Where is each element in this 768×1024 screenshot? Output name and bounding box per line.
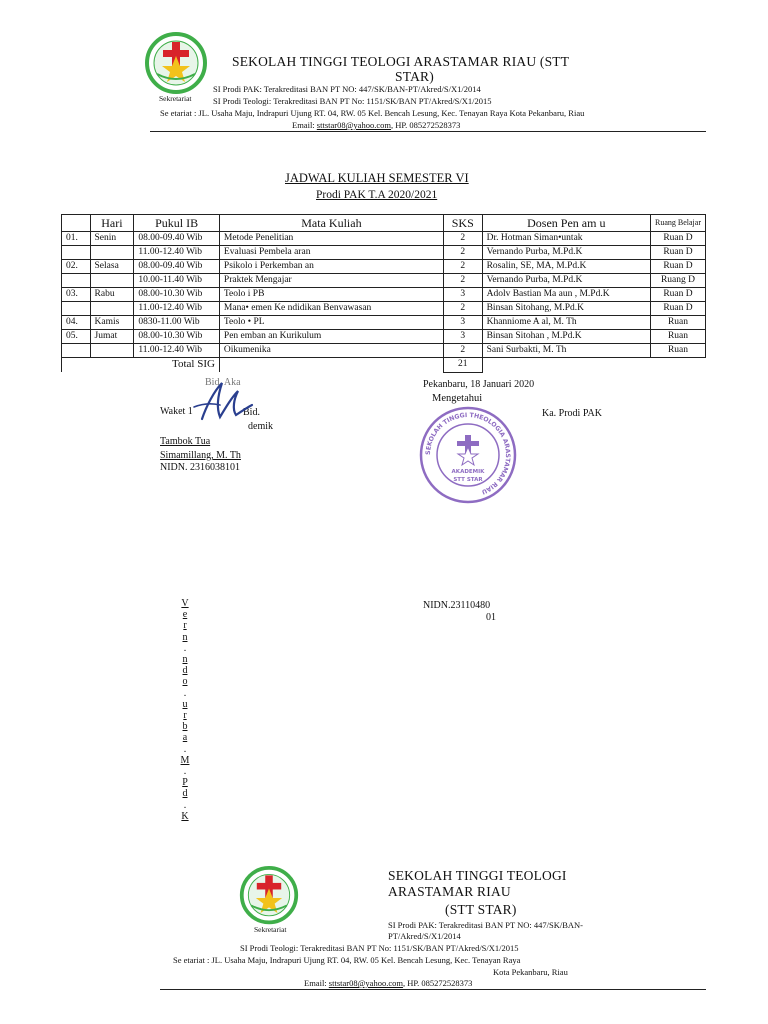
cell-credits: 2 [443,302,482,316]
right-signer-title: Ka. Prodi PAK [542,408,602,419]
cell-course: Psikolo i Perkemban an [219,260,443,274]
logo-caption: Sekretariat [159,94,192,103]
vertical-signer-name [180,598,190,822]
accreditation-pak: SI Prodi PAK: Terakreditasi BAN PT NO: 447/SK/BAN-PT/Akred/S/X1/2014 [213,84,481,94]
vertical-name-char: r [183,620,187,632]
cell-time: 08.00-10.30 Wib [134,330,220,344]
cell-day [90,246,134,260]
header-divider [150,131,706,132]
total-credits: 21 [443,358,482,373]
cell-no: 03. [62,288,91,302]
vertical-name-char: . [183,766,187,778]
vertical-name-char: P [182,777,188,789]
demik-label: demik [248,421,273,432]
total-spacer-cell [219,358,443,373]
footer-school-name-line3: (STT STAR) [445,902,517,917]
col-header-course: Mata Kuliah [219,215,443,232]
cell-lecturer: Vernando Purba, M.Pd.K [482,246,650,260]
cell-day: Kamis [90,316,134,330]
svg-text:AKADEMIK: AKADEMIK [451,469,485,475]
school-logo [143,32,209,98]
school-name-line1: SEKOLAH TINGGI TEOLOGI ARASTAMAR RIAU (STT [232,54,570,69]
cell-room: Ruan D [650,232,705,246]
cell-credits: 2 [443,232,482,246]
cell-no [62,344,91,358]
col-header-day: Hari [90,215,134,232]
cell-room: Ruan D [650,260,705,274]
cell-lecturer: Binsan Sitohang, M.Pd.K [482,302,650,316]
cell-room: Ruan [650,344,705,358]
cell-time: 08.00-09.40 Wib [134,232,220,246]
table-total-row [62,358,706,373]
cell-day: Selasa [90,260,134,274]
logo-emblem-icon [143,32,209,98]
cell-credits: 2 [443,260,482,274]
col-header-no [62,215,91,232]
cell-room: Ruan D [650,246,705,260]
table-header-row [62,215,706,232]
table-row [62,288,706,302]
vertical-name-char: e [182,609,188,621]
bid-aka-label: Bid. Aka [205,377,241,388]
school-name-line2: STAR) [395,69,434,84]
cell-credits: 2 [443,246,482,260]
footer-email-label: Email: [304,978,327,988]
cell-lecturer: Rosalin, SE, MA, M.Pd.K [482,260,650,274]
vertical-name-char: n [182,654,188,666]
cell-credits: 3 [443,316,482,330]
cell-time: 08.00-10.30 Wib [134,288,220,302]
cell-lecturer: Binsan Sitohan , M.Pd.K [482,330,650,344]
cell-no [62,274,91,288]
left-signer-name2: Simamillang, M. Th [160,450,241,461]
cell-time: 08.00-09.40 Wib [134,260,220,274]
cell-day: Senin [90,232,134,246]
cell-no: 04. [62,316,91,330]
footer-accreditation-pak-1: SI Prodi PAK: Terakreditasi BAN PT NO: 447/SK/BAN- [388,920,583,930]
cell-course: Mana• emen Ke ndidikan Benvawasan [219,302,443,316]
cell-time: 11.00-12.40 Wib [134,302,220,316]
footer-school-name-line1: SEKOLAH TINGGI TEOLOGI [388,868,567,883]
footer-school-logo [238,866,300,928]
footer-accreditation-pak-2: PT/Akred/S/X1/2014 [388,931,461,941]
waket-label: Waket 1 [160,406,193,417]
vertical-name-char: d [182,665,188,677]
cell-day [90,274,134,288]
secretariat-address: Se etariat : JL. Usaha Maju, Indrapuri Ujung RT. 04, RW. 05 Kel. Bencah Lesung, Kec. Tenayan Raya Kota Pekanbaru, Riau [160,108,585,118]
cell-credits: 3 [443,330,482,344]
footer-logo-emblem-icon [238,866,300,928]
col-header-room: Ruang Belajar [650,215,705,232]
footer-address-2: Kota Pekanbaru, Riau [493,967,568,977]
footer-accreditation-teologi: SI Prodi Teologi: Terakreditasi BAN PT No: 1151/SK/BAN PT/Akred/S/X1/2015 [240,943,519,953]
col-header-lecturer: Dosen Pen am u [482,215,650,232]
vertical-name-char: n [182,631,188,643]
cell-time: 11.00-12.40 Wib [134,246,220,260]
cell-course: Evaluasi Pembela aran [219,246,443,260]
footer-logo-caption: Sekretariat [254,925,287,934]
cell-lecturer: Sani Surbakti, M. Th [482,344,650,358]
vertical-name-char: V [181,598,189,609]
svg-text:STT STAR: STT STAR [453,477,483,483]
cell-room: Ruan [650,316,705,330]
table-row [62,274,706,288]
svg-text:SEKOLAH TINGGI THEOLOGIA ARAST: SEKOLAH TINGGI THEOLOGIA ARASTAMAR RIAU [424,411,512,496]
schedule-table [61,214,706,373]
right-signer-nidn2: 01 [486,612,496,623]
left-signer-nidn: NIDN. 2316038101 [160,462,240,473]
bid-label: Bid. [243,407,260,418]
cell-course: Metode Penelitian [219,232,443,246]
table-row [62,344,706,358]
table-row [62,302,706,316]
email-label: Email: [292,120,315,130]
vertical-name-char: . [183,799,187,811]
phone-number: , HP. 085272528373 [390,120,461,130]
col-header-credits: SKS [443,215,482,232]
cell-course: Pen emban an Kurikulum [219,330,443,344]
acknowledged-label: Mengetahui [432,393,483,404]
cell-course: Oikumenika [219,344,443,358]
footer-address-1: Se etariat : JL. Usaha Maju, Indrapuri Ujung RT. 04, RW. 05 Kel. Bencah Lesung, Kec. Tenayan Raya [173,955,521,965]
cell-day [90,344,134,358]
vertical-name-char: K [181,810,189,822]
cell-time: 0830-11.00 Wib [134,316,220,330]
footer-contact-line [304,978,472,989]
vertical-name-char: . [183,687,187,699]
stamp-seal-icon [418,405,518,505]
cell-no: 02. [62,260,91,274]
total-trailing-cell [482,358,705,373]
cell-room: Ruang D [650,274,705,288]
cell-no: 01. [62,232,91,246]
total-label-cell [62,358,220,373]
cell-lecturer: Dr. Hotman Siman•untak [482,232,650,246]
cell-credits: 3 [443,288,482,302]
right-signer-nidn1: NIDN.23110480 [423,600,491,611]
vertical-name-char: . [183,642,187,654]
cell-room: Ruan [650,330,705,344]
vertical-name-char: u [182,698,188,710]
cell-course: Praktek Mengajar [219,274,443,288]
vertical-name-char: M [180,754,190,766]
cell-day [90,302,134,316]
cell-lecturer: Adolv Bastian Ma aun , M.Pd.K [482,288,650,302]
vertical-name-char: d [182,788,188,800]
footer-email-link[interactable]: sttstar08@yahoo.com [328,978,403,988]
cell-no: 05. [62,330,91,344]
place-date: Pekanbaru, 18 Januari 2020 [423,379,535,390]
official-stamp [418,405,518,505]
col-header-time: Pukul IB [134,215,220,232]
vertical-name-char: r [183,710,187,722]
vertical-name-char: b [182,721,188,733]
footer-school-name-line2: ARASTAMAR RIAU [388,884,511,899]
table-row [62,316,706,330]
handwritten-signature-icon [192,377,254,423]
cell-time: 11.00-12.40 Wib [134,344,220,358]
accreditation-teologi: SI Prodi Teologi: Terakreditasi BAN PT No: 1151/SK/BAN PT/Akred/S/X1/2015 [213,96,492,106]
cell-time: 10.00-11.40 Wib [134,274,220,288]
cell-credits: 2 [443,344,482,358]
cell-lecturer: Vernando Purba, M.Pd.K [482,274,650,288]
schedule-title: JADWAL KULIAH SEMESTER VI [285,171,469,185]
footer-phone-number: , HP. 085272528373 [402,978,473,988]
vertical-name-char: o [182,676,188,688]
cell-room: Ruan D [650,302,705,316]
vertical-name-char: a [182,732,188,744]
signature-left [192,377,254,428]
table-row [62,330,706,344]
table-row [62,260,706,274]
footer-divider [160,989,706,990]
cell-day: Rabu [90,288,134,302]
cell-room: Ruan D [650,288,705,302]
cell-day: Jumat [90,330,134,344]
cell-credits: 2 [443,274,482,288]
vertical-name-char: . [183,743,187,755]
cell-lecturer: Khanniome A al, M. Th [482,316,650,330]
email-link[interactable]: sttstar08@yahoo.com [316,120,391,130]
cell-course: Teolo • PL [219,316,443,330]
contact-line [292,120,460,131]
cell-no [62,246,91,260]
total-label: Total SIG [172,358,215,370]
cell-course: Teolo i PB [219,288,443,302]
table-row [62,246,706,260]
schedule-subtitle: Prodi PAK T.A 2020/2021 [316,189,438,201]
left-signer-name1: Tambok Tua [160,436,211,447]
cell-no [62,302,91,316]
table-row [62,232,706,246]
